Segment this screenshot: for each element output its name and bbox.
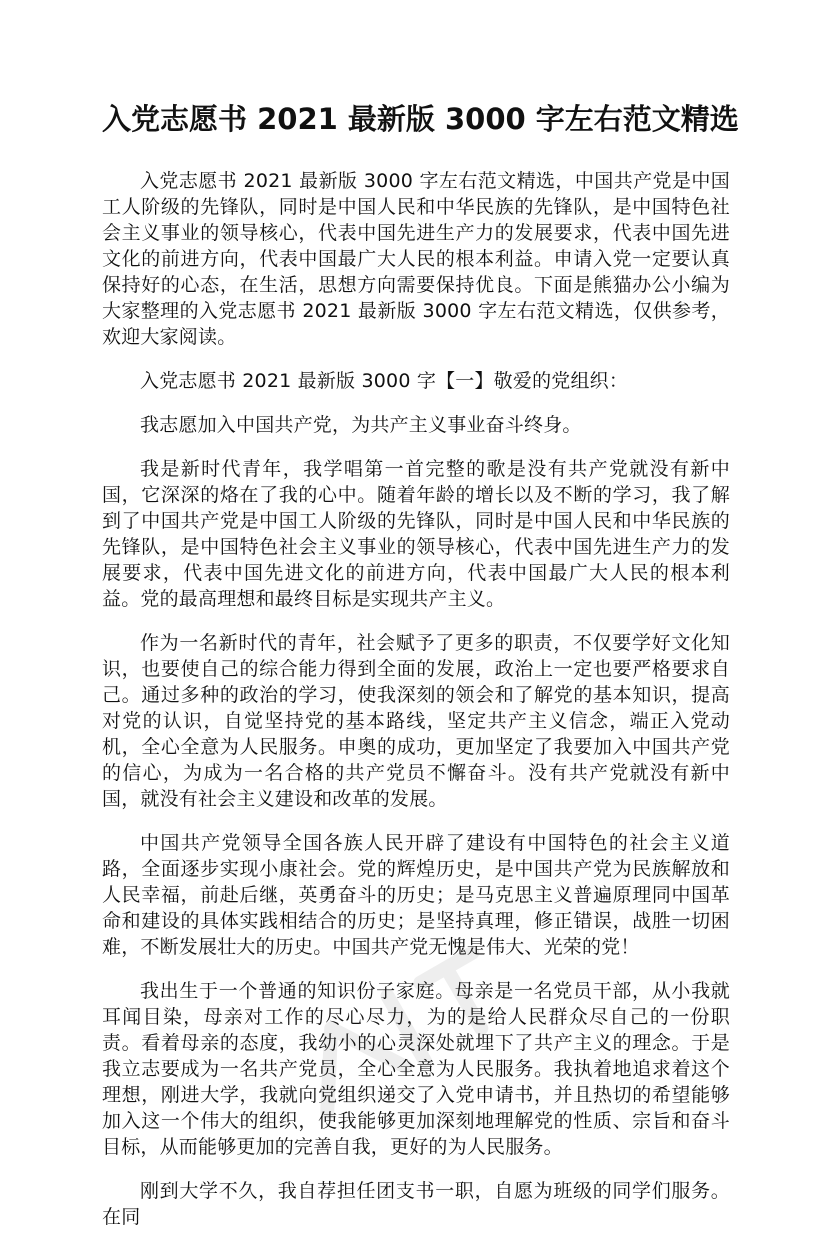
body-paragraph-1: 我是新时代青年，我学唱第一首完整的歌是没有共产党就没有新中国，它深深的烙在了我的心中。随着年龄的增长以及不断的学习，我了解到了中国共产党是中国工人阶级的先锋队，同时是中国人民和中华民族的先锋队，是中国特色社会主义事业的领导核心，代表中国先进生产力的发展要求，代表中国先进文化的前进方向，代表中国最广大人民的根本利益。党的最高理想和最终目标是实现共产主义。 xyxy=(102,458,730,610)
body-paragraph-3: 中国共产党领导全国各族人民开辟了建设有中国特色的社会主义道路，全面逐步实现小康社会。党的辉煌历史，是中国共产党为民族解放和人民幸福，前赴后继，英勇奋斗的历史；是马克思主义普遍原理同中国革命和建设的具体实践相结合的历史；是坚持真理，修正错误，战胜一切困难，不断发展壮大的历史。中国共产党无愧是伟大、光荣的党！ xyxy=(102,832,730,958)
intro-paragraph: 入党志愿书 2021 最新版 3000 字左右范文精选，中国共产党是中国工人阶级的先锋队，同时是中国人民和中华民族的先锋队，是中国特色社会主义事业的领导核心，代表中国先进生产力的发展要求，代表中国先进文化的前进方向，代表中国最广大人民的根本利益。申请入党一定要认真保持好的心态，在生活，思想方向需要保持优良。下面是熊猫办公小编为大家整理的入党志愿书 2021 最新版 3000 字左右范文精选，仅供参考，欢迎大家阅读。 xyxy=(102,170,730,348)
document-title: 入党志愿书 2021 最新版 3000 字左右范文精选 xyxy=(102,102,739,136)
section-heading-paragraph: 入党志愿书 2021 最新版 3000 字【一】敬爱的党组织： xyxy=(140,370,629,392)
pledge-paragraph: 我志愿加入中国共产党，为共产主义事业奋斗终身。 xyxy=(140,414,582,436)
body-paragraph-4: 我出生于一个普通的知识份子家庭。母亲是一名党员干部，从小我就耳闻目染，母亲对工作的尽心尽力，为的是给人民群众尽自己的一份职责。看着母亲的态度，我幼小的心灵深处就埋下了共产主义的理念。于是我立志要成为一名共产党员，全心全意为人民服务。我执着地追求着这个理想，刚进大学，我就向党组织递交了入党申请书，并且热切的希望能够加入这一个伟大的组织，使我能够更加深刻地理解党的性质、宗旨和奋斗目标，从而能够更加的完善自我，更好的为人民服务。 xyxy=(102,980,730,1158)
body-paragraph-2: 作为一名新时代的青年，社会赋予了更多的职责，不仅要学好文化知识，也要使自己的综合能力得到全面的发展，政治上一定也要严格要求自己。通过多种的政治的学习，使我深刻的领会和了解党的基本知识，提高对党的认识，自觉坚持党的基本路线，坚定共产主义信念，端正入党动机，全心全意为人民服务。申奥的成功，更加坚定了我要加入中国共产党的信心，为成为一名合格的共产党员不懈奋斗。没有共产党就没有新中国，就没有社会主义建设和改革的发展。 xyxy=(102,632,730,810)
document-body xyxy=(102,168,730,1248)
body-paragraph-5-partial: 刚到大学不久，我自荐担任团支书一职，自愿为班级的同学们服务。在同 xyxy=(102,1180,730,1228)
